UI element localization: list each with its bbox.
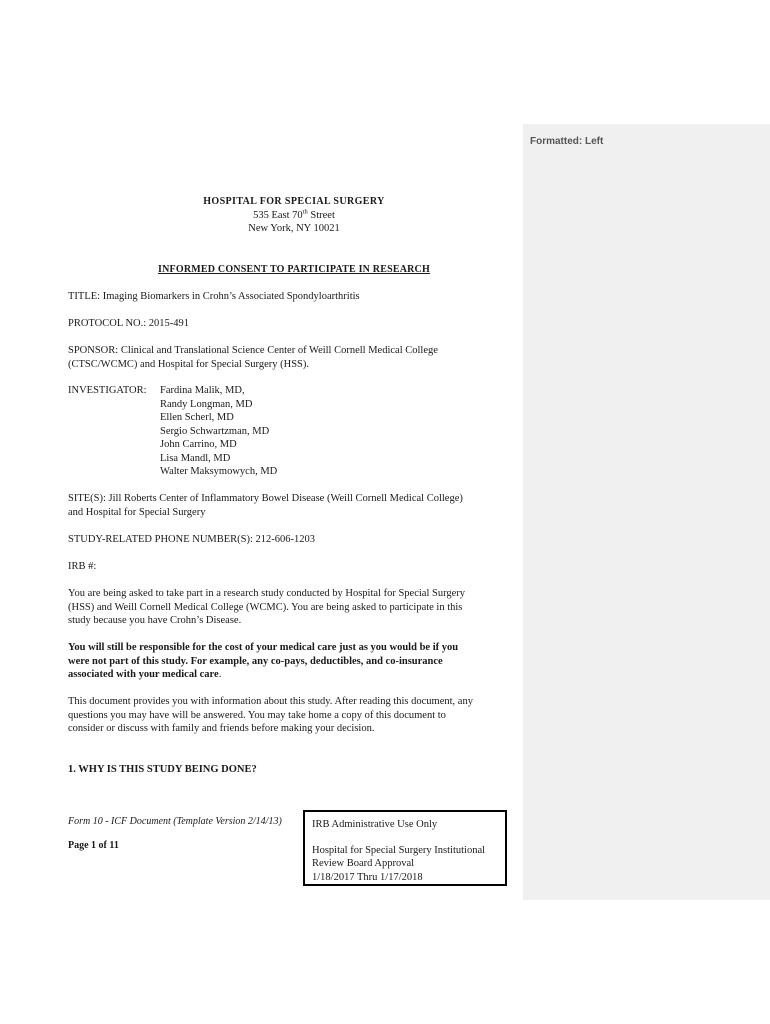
study-phone: STUDY-RELATED PHONE NUMBER(S): 212-606-1203	[68, 534, 316, 545]
consent-title: INFORMED CONSENT TO PARTICIPATE IN RESEARCH	[158, 264, 430, 275]
investigator-name: Walter Maksymowych, MD	[160, 466, 278, 477]
institution-name: HOSPITAL FOR SPECIAL SURGERY	[203, 196, 385, 207]
site-line: and Hospital for Special Surgery	[68, 506, 206, 518]
footer-form-label: Form 10 - ICF Document (Template Version 2/14/13)	[68, 816, 282, 827]
cost-line-text: associated with your medical care	[68, 669, 219, 680]
info-paragraph	[68, 695, 520, 736]
investigator-name: Fardina Malik, MD,	[160, 385, 245, 396]
irb-box-line: Hospital for Special Surgery Institutional	[312, 844, 486, 856]
cost-line-period: .	[218, 669, 222, 680]
info-line: This document provides you with information about this study. After reading this document, any	[68, 696, 473, 707]
investigator-name: Lisa Mandl, MD	[160, 452, 231, 464]
street-name: Street	[307, 209, 335, 221]
letterhead	[68, 195, 520, 236]
section-heading: 1. WHY IS THIS STUDY BEING DONE?	[68, 764, 257, 775]
study-title: TITLE: Imaging Biomarkers in Crohn’s Associated Spondyloarthritis	[68, 291, 360, 302]
cost-line-last	[68, 668, 520, 682]
sites	[68, 492, 520, 519]
info-line: questions you may have will be answered. You may take home a copy of this document to	[68, 709, 446, 721]
intro-paragraph	[68, 587, 520, 628]
city-address: New York, NY 10021	[248, 223, 340, 234]
comment-pane-title: Formatted: Left	[530, 136, 604, 147]
footer-page-number: Page 1 of 11	[68, 840, 119, 851]
site-line: SITE(S): Jill Roberts Center of Inflammatory Bowel Disease (Weill Cornell Medical College)	[68, 493, 463, 504]
investigator-name: Randy Longman, MD	[160, 398, 253, 410]
irb-box-line: Review Board Approval	[312, 858, 415, 869]
investigator-label: INVESTIGATOR:	[68, 385, 147, 396]
investigator-name: John Carrino, MD	[160, 439, 237, 450]
investigator-name: Sergio Schwartzman, MD	[160, 425, 270, 437]
cost-notice	[68, 641, 520, 682]
irb-number: IRB #:	[68, 561, 97, 572]
irb-box-dates: 1/18/2017 Thru 1/17/2018	[312, 871, 423, 883]
irb-box-heading: IRB Administrative Use Only	[312, 819, 438, 830]
intro-line: You are being asked to take part in a research study conducted by Hospital for Special Surgery	[68, 588, 466, 599]
street-number: 535 East 70	[253, 209, 303, 221]
info-line: consider or discuss with family and friends before making your decision.	[68, 723, 375, 734]
street-suffix: th	[302, 208, 308, 215]
protocol-number: PROTOCOL NO.: 2015-491	[68, 318, 190, 329]
sponsor-line: SPONSOR: Clinical and Translational Science Center of Weill Cornell Medical College	[68, 345, 438, 356]
investigator-list	[160, 384, 277, 479]
intro-line: study because you have Crohn’s Disease.	[68, 615, 242, 626]
investigators	[68, 384, 520, 479]
sponsor	[68, 344, 520, 371]
sponsor-line: (CTSC/WCMC) and Hospital for Special Surgery (HSS).	[68, 358, 309, 370]
investigator-name: Ellen Scherl, MD	[160, 412, 234, 423]
cost-line: You will still be responsible for the cost of your medical care just as you would be if you	[68, 642, 459, 653]
intro-line: (HSS) and Weill Cornell Medical College (WCMC). You are being asked to participate in this	[68, 601, 463, 613]
irb-approval-box	[303, 810, 507, 886]
comment-pane	[523, 124, 770, 900]
cost-line: were not part of this study. For example, any co-pays, deductibles, and co-insurance	[68, 655, 443, 667]
street-address	[68, 209, 520, 223]
